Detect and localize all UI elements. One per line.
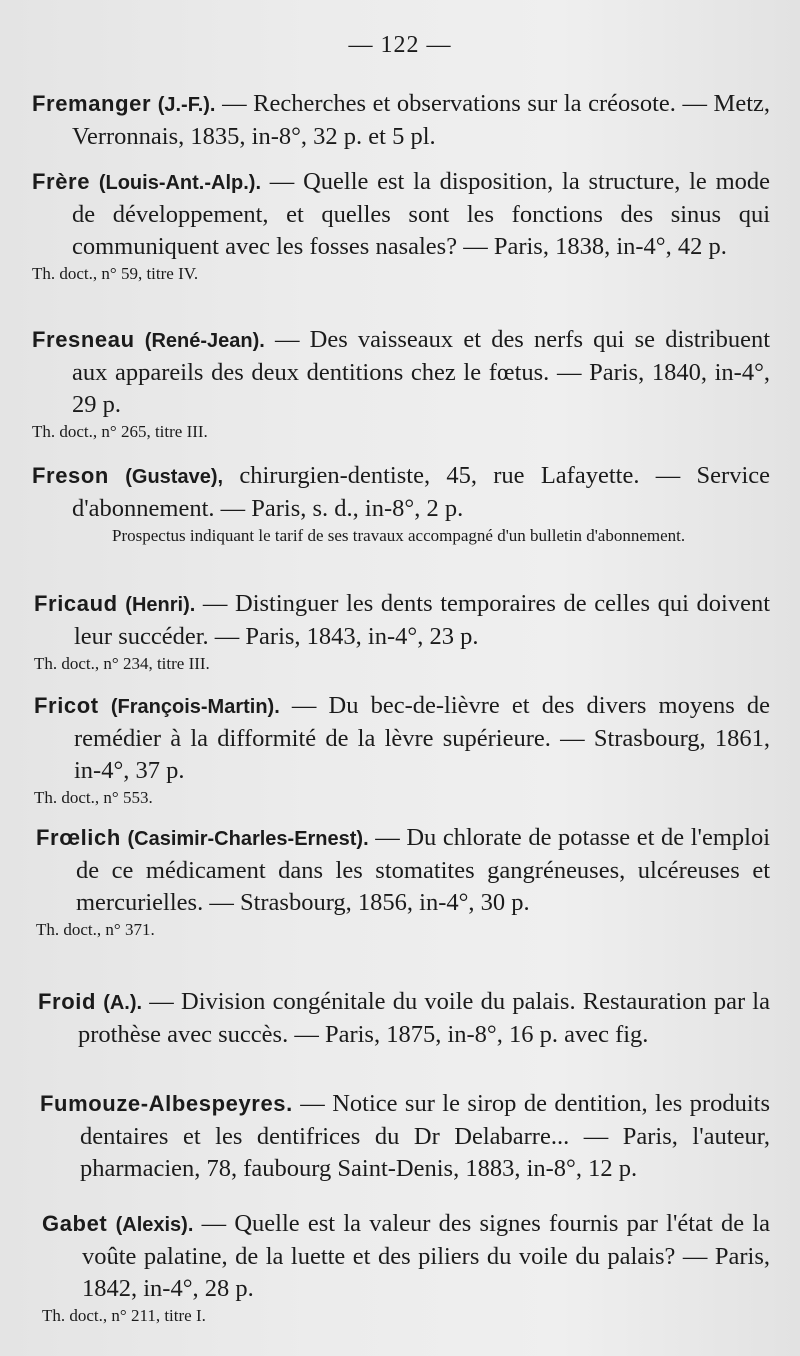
author-name: Frœlich xyxy=(36,825,121,850)
entry-text xyxy=(32,324,770,421)
author-name: Froid xyxy=(38,989,96,1014)
entry-note: Th. doct., n° 211, titre I. xyxy=(42,1306,206,1325)
entry-gabet xyxy=(42,1208,770,1327)
entry-note: Th. doct., n° 234, titre III. xyxy=(34,654,210,673)
entry-note: Th. doct., n° 553. xyxy=(34,788,153,807)
author-initials: (François-Martin). xyxy=(110,696,280,718)
entry-body: — Du chlorate de potasse et de l'emploi de ce médicament dans les stomatites gangréneuses, ulcéreuses et mercurielles. — Strasbourg, 1856, in-4°, 30 p. xyxy=(76,824,770,916)
entry-text xyxy=(38,986,770,1051)
entry-froid xyxy=(38,986,770,1051)
author-initials: (Gustave), xyxy=(125,466,224,488)
author-initials: (Henri). xyxy=(125,594,196,616)
entry-body: chirurgien-dentiste, 45, rue Lafayette. — Service d'abonnement. — Paris, s. d., in-8°, 2 p. xyxy=(72,462,770,522)
entry-note: Prospectus indiquant le tarif de ses travaux accompagné d'un bulletin d'abonnement. xyxy=(112,526,686,545)
author-name: Fricot xyxy=(34,693,99,718)
entry-text xyxy=(40,1088,770,1185)
entry-fricaud xyxy=(34,588,770,675)
author-initials: (René-Jean). xyxy=(144,330,265,352)
entry-fumouze xyxy=(40,1088,770,1185)
entry-fresneau xyxy=(32,324,770,443)
entry-text xyxy=(34,690,770,787)
author-initials: (Alexis). xyxy=(115,1214,194,1236)
author-name: Fumouze-Albespeyres. xyxy=(40,1091,293,1116)
entry-note: Th. doct., n° 59, titre IV. xyxy=(32,264,199,283)
entry-body: — Quelle est la valeur des signes fournis par l'état de la voûte palatine, de la luette et des piliers du voile du palais? — Paris, 1842, in-4°, 28 p. xyxy=(82,1210,771,1302)
entry-body: — Quelle est la disposition, la structure, le mode de développement, et quelles sont les fonctions des sinus qui communiquent avec les fosses nasales? — Paris, 1838, in-4°, 42 p. xyxy=(72,168,770,260)
entry-body: — Des vaisseaux et des nerfs qui se distribuent aux appareils des deux dentitions chez le fœtus. — Paris, 1840, in-4°, 29 p. xyxy=(72,326,770,418)
author-initials: (J.-F.). xyxy=(157,94,216,116)
author-name: Gabet xyxy=(42,1211,108,1236)
entry-text xyxy=(36,822,770,919)
entry-note: Th. doct., n° 371. xyxy=(36,920,155,939)
entry-fremanger xyxy=(32,88,770,153)
entry-froelich xyxy=(36,822,770,941)
entry-text xyxy=(32,166,770,263)
entry-body: — Distinguer les dents temporaires de celles qui doivent leur succéder. — Paris, 1843, in-4°, 23 p. xyxy=(74,590,771,650)
entry-body: — Notice sur le sirop de dentition, les produits dentaires et les dentifrices du Dr Delabarre... — Paris, l'auteur, pharmacien, 78, faubourg Saint-Denis, 1883, in-8°, 12 p. xyxy=(80,1090,770,1182)
entry-note: Th. doct., n° 265, titre III. xyxy=(32,422,208,441)
author-name: Fresneau xyxy=(32,327,135,352)
author-initials: (Louis-Ant.-Alp.). xyxy=(98,172,262,194)
author-name: Fricaud xyxy=(34,591,118,616)
entry-text xyxy=(32,460,770,525)
author-name: Fremanger xyxy=(32,91,152,116)
author-name: Freson xyxy=(32,463,109,488)
author-name: Frère xyxy=(32,169,91,194)
entry-body: — Recherches et observations sur la créosote. — Metz, Verronnais, 1835, in-8°, 32 p. et 5 pl. xyxy=(72,90,771,150)
entry-frere xyxy=(32,166,770,285)
author-initials: (A.). xyxy=(103,992,143,1014)
entry-text xyxy=(42,1208,770,1305)
entry-text xyxy=(34,588,770,653)
author-initials: (Casimir-Charles-Ernest). xyxy=(127,828,369,850)
page-number: — 122 — xyxy=(348,32,452,58)
entry-body: — Du bec-de-lièvre et des divers moyens de remédier à la difformité de la lèvre supérieure. — Strasbourg, 1861, in-4°, 37 p. xyxy=(74,692,771,784)
entry-freson xyxy=(32,460,770,547)
entry-text xyxy=(32,88,770,153)
entry-fricot xyxy=(34,690,770,809)
entry-body: — Division congénitale du voile du palais. Restauration par la prothèse avec succès. — Paris, 1875, in-8°, 16 p. avec fig. xyxy=(78,988,770,1048)
